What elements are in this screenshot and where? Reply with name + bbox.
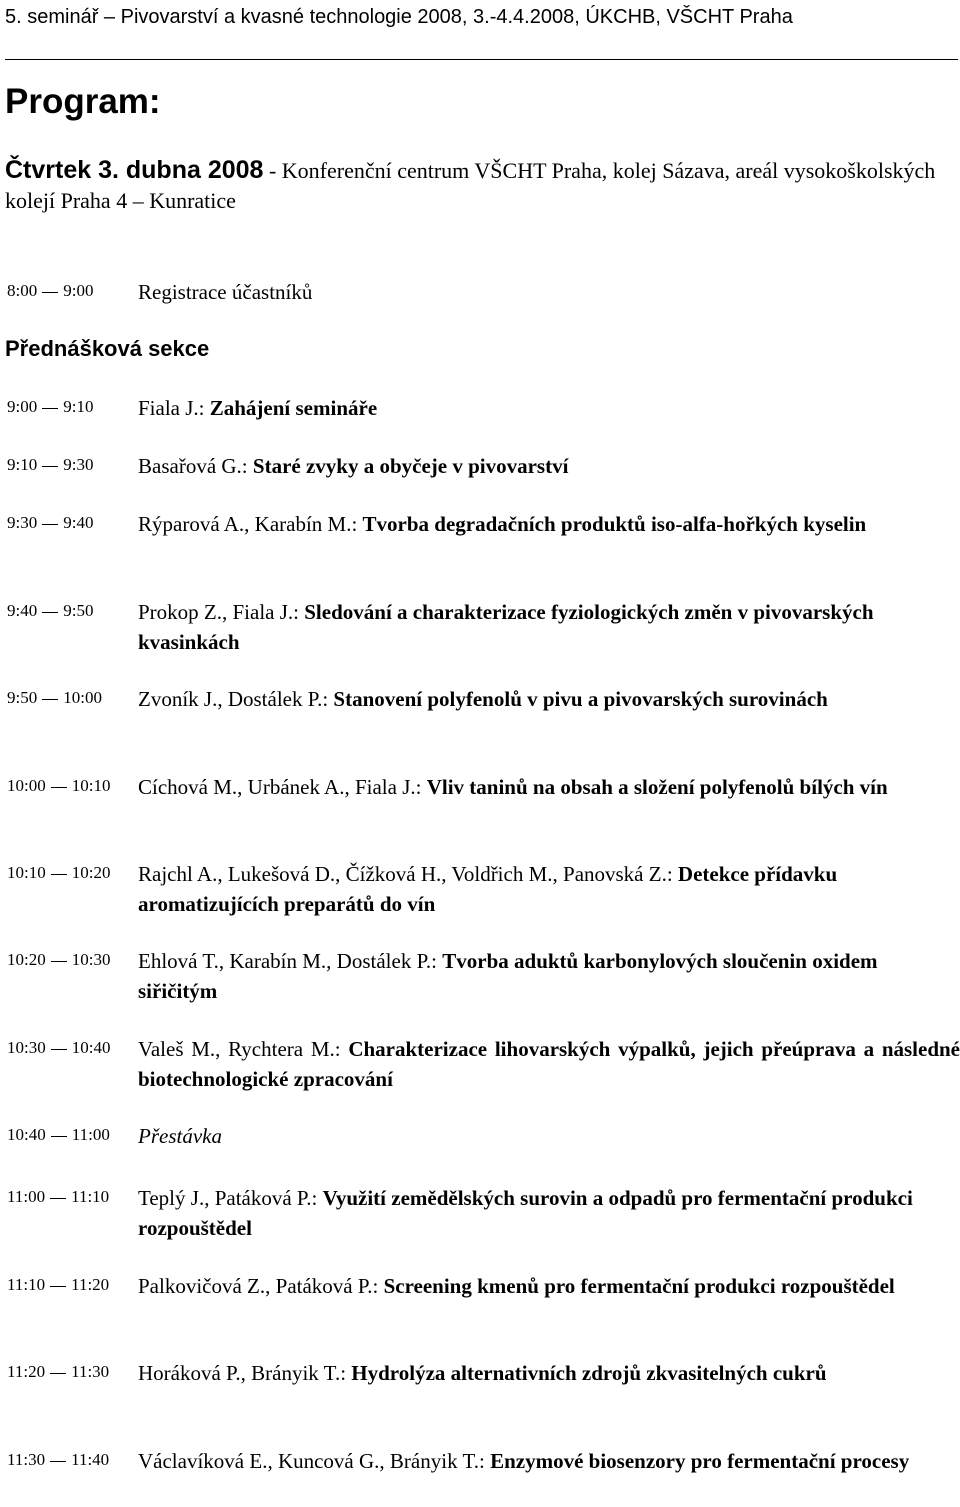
document-header: 5. seminář – Pivovarství a kvasné technologie 2008, 3.-4.4.2008, ÚKCHB, VŠCHT Praha (5, 6, 793, 28)
time-start: 11:30 (7, 1450, 46, 1469)
time-dash (42, 699, 58, 700)
time-start: 9:50 (7, 688, 38, 707)
lecture-entry (138, 946, 960, 1006)
lecture-authors: Prokop Z., Fiala J.: (138, 600, 305, 624)
time-end: 10:10 (71, 776, 111, 795)
day-date: Čtvrtek 3. dubna 2008 (5, 156, 264, 184)
time-range (7, 453, 135, 477)
time-end: 9:40 (63, 513, 94, 532)
time-start: 10:20 (7, 950, 46, 969)
time-range (7, 1036, 135, 1060)
time-end: 11:00 (71, 1125, 110, 1144)
lecture-authors: Horáková P., Brányik T.: (138, 1361, 352, 1385)
lecture-title: Stanovení polyfenolů v pivu a pivovarských surovinách (333, 687, 828, 711)
time-start: 10:00 (7, 776, 46, 795)
time-dash (42, 408, 58, 409)
time-dash (42, 292, 58, 293)
time-start: 10:10 (7, 863, 46, 882)
lecture-entry (138, 1358, 960, 1388)
time-end: 9:50 (63, 601, 94, 620)
lecture-entry (138, 451, 960, 481)
time-start: 9:30 (7, 513, 38, 532)
lecture-title: Charakterizace lihovarských výpalků, jejich přeúprava a následné biotechnologické zpracování (138, 1037, 960, 1091)
lecture-entry (138, 393, 960, 423)
time-dash (50, 1373, 66, 1374)
time-range (7, 1360, 135, 1384)
lecture-title: Zahájení semináře (209, 396, 378, 420)
lecture-authors: Rýparová A., Karabín M.: (138, 512, 363, 536)
time-range (7, 279, 135, 303)
lecture-title: Tvorba aduktů karbonylových sloučenin oxidem siřičitým (138, 949, 878, 1003)
lecture-authors: Teplý J., Patáková P.: (138, 1186, 323, 1210)
time-start: 10:30 (7, 1038, 46, 1057)
time-dash (42, 524, 58, 525)
lecture-authors: Rajchl A., Lukešová D., Čížková H., Voldřich M., Panovská Z.: (138, 862, 678, 886)
time-dash (51, 1049, 67, 1050)
time-range (7, 861, 135, 885)
time-end: 11:30 (71, 1362, 110, 1381)
lecture-entry (138, 1034, 960, 1094)
lecture-authors: Cíchová M., Urbánek A., Fiala J.: (138, 775, 427, 799)
lecture-title: Sledování a charakterizace fyziologických změn v pivovarských kvasinkách (138, 600, 874, 654)
lecture-authors: Ehlová T., Karabín M., Dostálek P.: (138, 949, 443, 973)
section-title: Přednášková sekce (5, 336, 210, 361)
time-range (7, 1448, 135, 1472)
time-range (7, 1123, 135, 1147)
lecture-entry (138, 684, 960, 714)
time-range (7, 1273, 135, 1297)
time-start: 9:00 (7, 397, 38, 416)
header-divider (5, 59, 958, 60)
time-end: 11:10 (71, 1187, 110, 1206)
day-heading (5, 155, 955, 216)
lecture-authors: Zvoník J., Dostálek P.: (138, 687, 334, 711)
time-start: 11:00 (7, 1187, 46, 1206)
time-range (7, 686, 135, 710)
lecture-authors: Fiala J.: (138, 396, 210, 420)
time-end: 10:30 (71, 950, 111, 969)
time-end: 10:40 (71, 1038, 111, 1057)
time-end: 9:30 (63, 455, 94, 474)
lecture-entry (138, 772, 960, 802)
lecture-entry (138, 1446, 960, 1476)
time-range (7, 948, 135, 972)
lecture-authors: Basařová G.: (138, 454, 253, 478)
break-label: Přestávka (138, 1124, 222, 1148)
lecture-title: Staré zvyky a obyčeje v pivovarství (252, 454, 569, 478)
time-end: 10:20 (71, 863, 111, 882)
lecture-title: Hydrolýza alternativních zdrojů zkvasitelných cukrů (351, 1361, 827, 1385)
time-dash (51, 961, 67, 962)
program-title: Program: (5, 82, 161, 121)
lecture-title: Využití zemědělských surovin a odpadů pro fermentační produkci rozpouštědel (138, 1186, 913, 1240)
lecture-entry (138, 859, 960, 919)
lecture-entry (138, 1183, 960, 1243)
time-start: 11:10 (7, 1275, 46, 1294)
time-dash (42, 466, 58, 467)
lecture-title: Tvorba degradačních produktů iso-alfa-hořkých kyselin (362, 512, 867, 536)
time-range (7, 511, 135, 535)
time-end: 10:00 (63, 688, 102, 707)
time-range (7, 774, 135, 798)
time-dash (50, 1286, 66, 1287)
time-start: 9:40 (7, 601, 38, 620)
lecture-entry (138, 597, 960, 657)
time-range (7, 395, 135, 419)
time-start: 9:10 (7, 455, 38, 474)
lecture-title: Screening kmenů pro fermentační produkci rozpouštědel (383, 1274, 895, 1298)
day-venue: - Konferenční centrum VŠCHT Praha, kolej Sázava, areál vysokoškolských kolejí Praha 4 – Kunratice (5, 158, 936, 213)
lecture-authors: Valeš M., Rychtera M.: (138, 1037, 349, 1061)
time-dash (51, 874, 67, 875)
time-dash (51, 1136, 67, 1137)
lecture-entry (138, 1271, 960, 1301)
time-dash (50, 1198, 66, 1199)
time-end: 9:10 (63, 397, 94, 416)
time-range (7, 1185, 135, 1209)
time-dash (50, 1461, 66, 1462)
time-end: 11:40 (71, 1450, 110, 1469)
time-end: 11:20 (71, 1275, 110, 1294)
lecture-authors: Palkovičová Z., Patáková P.: (138, 1274, 384, 1298)
lecture-entry (138, 509, 960, 539)
lecture-authors: Václavíková E., Kuncová G., Brányik T.: (138, 1449, 491, 1473)
lecture-title: Vliv taninů na obsah a složení polyfenolů bílých vín (426, 775, 888, 799)
lecture-title: Enzymové biosenzory pro fermentační procesy (490, 1449, 910, 1473)
lecture-title: Detekce přídavku aromatizujících preparátů do vín (138, 862, 838, 916)
time-start: 11:20 (7, 1362, 46, 1381)
registration-text: Registrace účastníků (138, 280, 313, 304)
time-start: 10:40 (7, 1125, 46, 1144)
time-dash (51, 787, 67, 788)
time-start: 8:00 (7, 281, 38, 300)
time-range (7, 599, 135, 623)
time-end: 9:00 (63, 281, 94, 300)
time-dash (42, 612, 58, 613)
